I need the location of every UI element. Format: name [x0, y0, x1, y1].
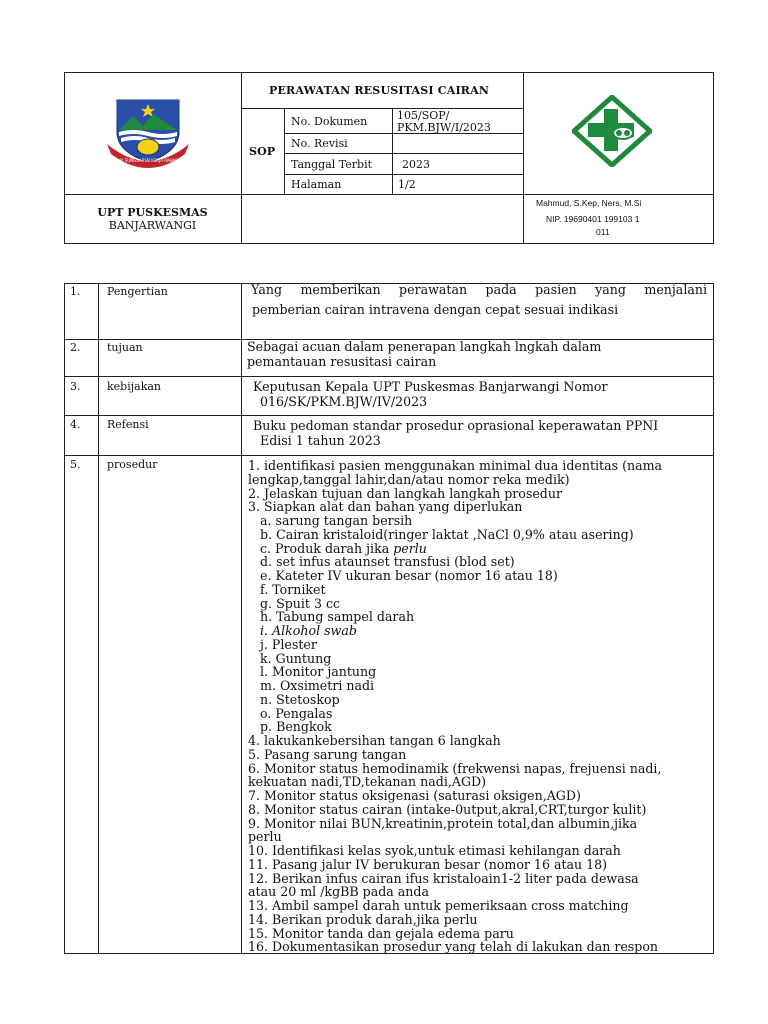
procedure-line: m. Oxsimetri nadi — [260, 678, 375, 693]
section-text-line: 016/SK/PKM.BJW/IV/2023 — [260, 394, 428, 409]
row-value-no-dokumen-line1: 105/SOP/ — [397, 109, 450, 122]
section-text-line: Keputusan Kepala UPT Puskesmas Banjarwangi Nomor — [253, 379, 608, 394]
section-number: 1. — [70, 285, 81, 298]
section-label-tujuan: tujuan — [107, 341, 143, 354]
section-number: 5. — [70, 458, 81, 471]
procedure-line-text: c. Produk darah jika — [260, 541, 394, 556]
procedure-line: j. Plester — [260, 637, 317, 652]
procedure-line: 12. Berikan infus cairan ifus kristaloain1-2 liter pada dewasa — [248, 871, 639, 886]
procedure-line: lengkap,tanggal lahir,dan/atau nomor reka medik) — [248, 472, 570, 487]
procedure-line: 16. Dokumentasikan prosedur yang telah di lakukan dan respon — [248, 939, 659, 954]
procedure-line: h. Tabung sampel darah — [260, 609, 415, 624]
section-text-line: Edisi 1 tahun 2023 — [260, 433, 381, 448]
section-text-line: pemantauan resusitasi cairan — [247, 354, 437, 369]
procedure-line: g. Spuit 3 cc — [260, 596, 341, 611]
row-label-tanggal-terbit: Tanggal Terbit — [291, 158, 373, 171]
procedure-line: 7. Monitor status oksigenasi (saturasi oksigen,AGD) — [248, 788, 581, 803]
sop-label: SOP — [249, 145, 276, 158]
row-label-halaman: Halaman — [291, 178, 342, 191]
procedure-line: 2. Jelaskan tujuan dan langkah langkah prosedur — [248, 486, 562, 501]
procedure-line: f. Torniket — [260, 582, 326, 597]
org-name: UPT PUSKESMAS — [97, 206, 208, 219]
row-value-tanggal-terbit: 2023 — [402, 158, 430, 171]
section-text-line: Yang memberikan perawatan pada pasien yang menjalani — [251, 282, 707, 297]
row-label-no-dokumen: No. Dokumen — [291, 115, 368, 128]
procedure-line: 14. Berikan produk darah,jika perlu — [248, 912, 478, 927]
section-number: 2. — [70, 341, 81, 354]
org-location: BANJARWANGI — [108, 219, 197, 232]
procedure-line: 8. Monitor status cairan (intake-0utput,akral,CRT,turgor kulit) — [248, 802, 647, 817]
regency-emblem-logo — [103, 92, 193, 170]
procedure-line: 15. Monitor tanda dan gejala edema paru — [248, 926, 514, 941]
signer-nip-cont: 011 — [596, 227, 610, 237]
document-title: PERAWATAN RESUSITASI CAIRAN — [269, 84, 490, 97]
procedure-line: 10. Identifikasi kelas syok,untuk etimasi kehilangan darah — [248, 843, 621, 858]
procedure-line: 13. Ambil sampel darah untuk pemeriksaan cross matching — [248, 898, 629, 913]
row-label-no-revisi: No. Revisi — [291, 137, 348, 150]
section-text-line: pemberian cairan intravena dengan cepat sesuai indikasi — [252, 302, 619, 317]
row-value-no-dokumen-line2: PKM.BJW/I/2023 — [397, 121, 491, 134]
procedure-line: atau 20 ml /kgBB pada anda — [248, 884, 429, 899]
puskesmas-logo — [572, 95, 652, 167]
procedure-line: b. Cairan kristaloid(ringer laktat ,NaCl 0,9% atau asering) — [260, 527, 634, 542]
procedure-line: k. Guntung — [260, 651, 332, 666]
procedure-line: 3. Siapkan alat dan bahan yang diperlukan — [248, 499, 523, 514]
procedure-line: l. Monitor jantung — [260, 664, 377, 679]
signer-nip: NIP. 19690401 199103 1 — [546, 214, 640, 224]
procedure-line: 4. lakukankebersihan tangan 6 langkah — [248, 733, 501, 748]
section-label-prosedur: prosedur — [107, 458, 158, 471]
procedure-line: o. Pengalas — [260, 706, 333, 721]
procedure-line: p. Bengkok — [260, 719, 332, 734]
procedure-line: 11. Pasang jalur IV berukuran besar (nomor 16 atau 18) — [248, 857, 608, 872]
procedure-line-italic: perlu — [393, 541, 427, 556]
section-label-kebijakan: kebijakan — [107, 380, 162, 393]
procedure-line: d. set infus ataunset transfusi (blod set) — [260, 554, 515, 569]
procedure-line: n. Stetoskop — [260, 692, 340, 707]
section-number: 3. — [70, 380, 81, 393]
procedure-line: 1. identifikasi pasien menggunakan minimal dua identitas (nama — [248, 458, 663, 473]
row-value-halaman: 1/2 — [398, 178, 416, 191]
procedure-line: a. sarung tangan bersih — [260, 513, 413, 528]
procedure-line: e. Kateter IV ukuran besar (nomor 16 atau 18) — [260, 568, 558, 583]
section-label-pengertian: Pengertian — [107, 285, 168, 298]
procedure-line: 9. Monitor nilai BUN,kreatinin,protein total,dan albumin,jika — [248, 816, 638, 831]
procedure-line: kekuatan nadi,TD,tekanan nadi,AGD) — [248, 774, 487, 789]
section-label-refensi: Refensi — [107, 418, 149, 431]
svg-text:SARI SUNGSARSN KERJA RAHARJA: SARI SUNGSARSN KERJA RAHARJA — [114, 158, 182, 163]
procedure-line: perlu — [248, 829, 282, 844]
procedure-line: 5. Pasang sarung tangan — [248, 747, 407, 762]
procedure-line: i. Alkohol swab — [260, 623, 357, 638]
procedure-line: 6. Monitor status hemodinamik (frekwensi napas, frejuensi nadi, — [248, 761, 662, 776]
section-number: 4. — [70, 418, 81, 431]
signer-name: Mahmud, S.Kep, Ners, M.Si — [536, 198, 642, 208]
section-text-line: Buku pedoman standar prosedur oprasional keperawatan PPNI — [253, 418, 659, 433]
section-text-line: Sebagai acuan dalam penerapan langkah lngkah dalam — [247, 339, 602, 354]
